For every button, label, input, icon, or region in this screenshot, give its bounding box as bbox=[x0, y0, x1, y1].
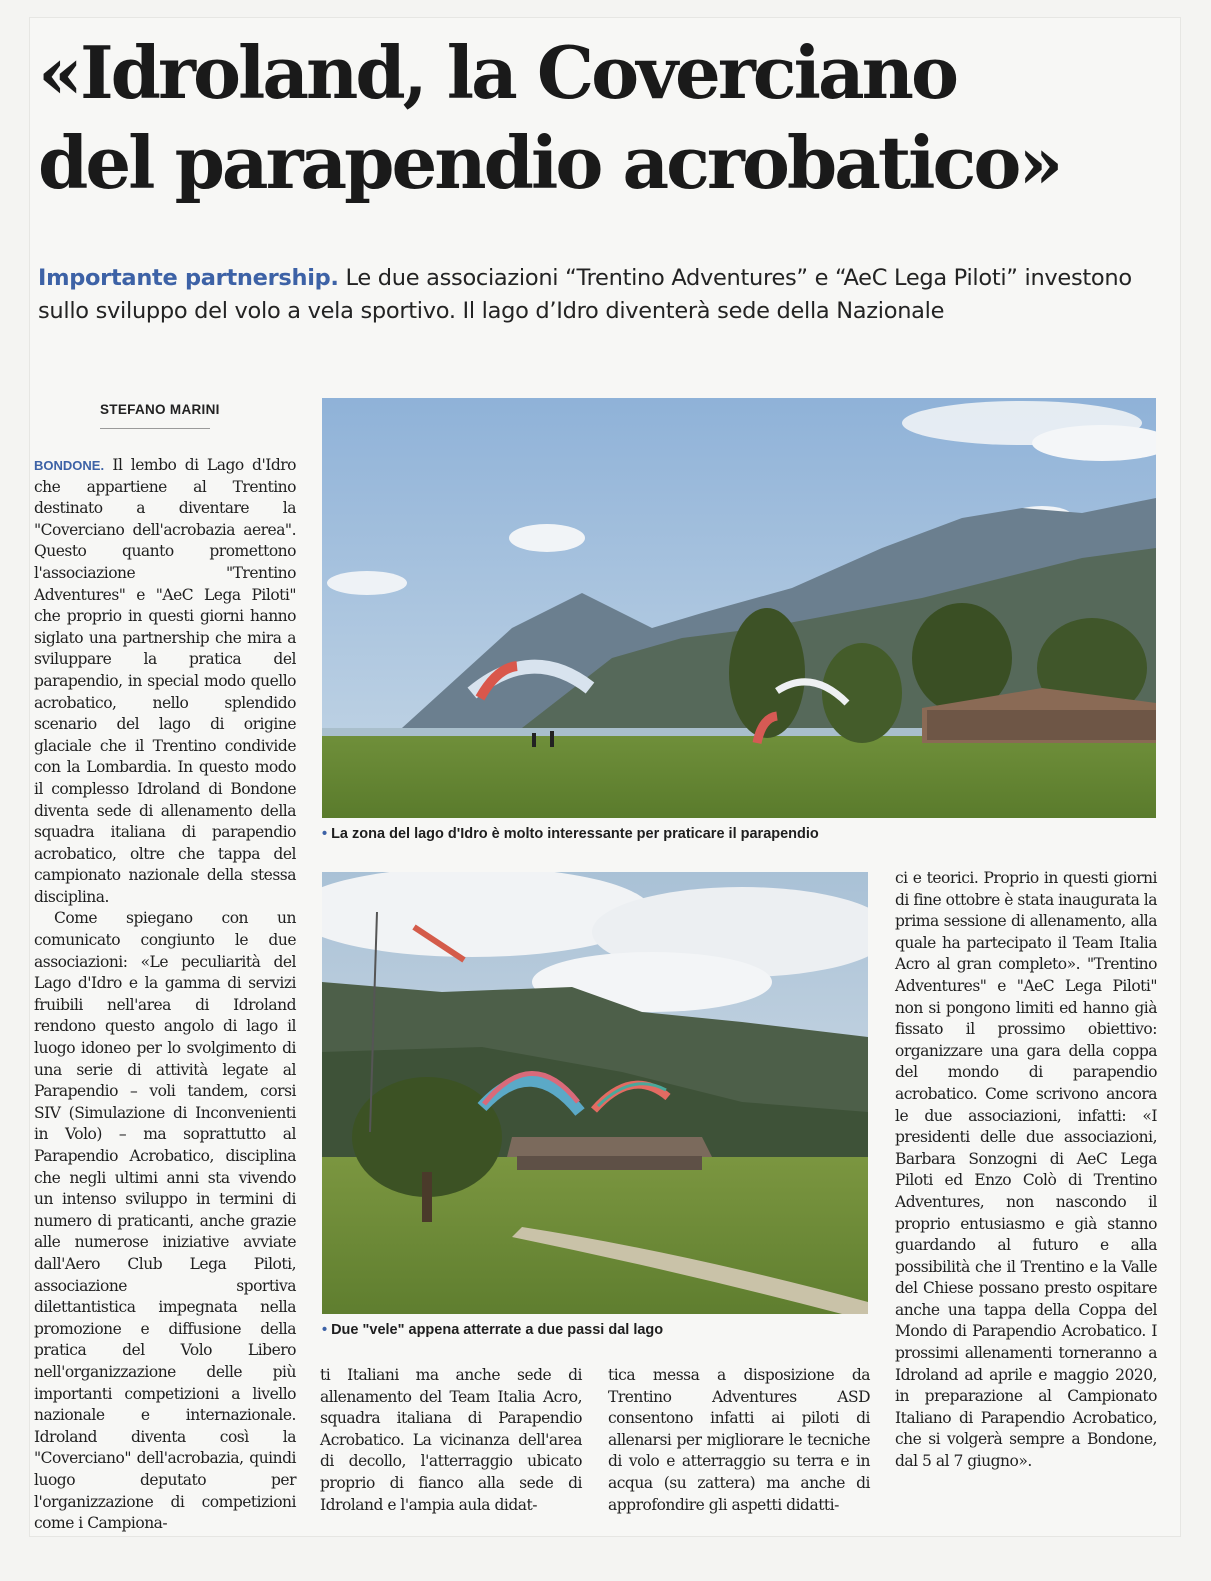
headline-line-2: del parapendio acrobatico» bbox=[38, 120, 1061, 205]
photo-landed-gliders bbox=[322, 872, 868, 1314]
headline-line-1: «Idroland, la Coverciano bbox=[38, 30, 956, 115]
paragraph-3: ti Italiani ma anche sede di allenamento del Team Italia Acro, squadra italiana di Parapendio Acrobatico. La vicinanza dell'area di decollo, l'atterraggio ubicato proprio di fianco alla sede di Idroland e l'ampia aula didat- bbox=[320, 1366, 582, 1514]
photo-lake-paragliders bbox=[322, 398, 1156, 818]
caption-bullet-icon: • bbox=[322, 826, 328, 842]
article-column-1 bbox=[34, 455, 296, 1535]
subhead-text: Le due associazioni “Trentino Adventures” e “AeC Lega Piloti” investono sullo sviluppo del volo a vela sportivo. Il lago d’Idro diventerà sede della Nazionale bbox=[38, 265, 1132, 324]
subhead-kicker: Importante partnership. bbox=[38, 265, 339, 291]
paragraph-1: Il lembo di Lago d'Idro che appartiene al Trentino destinato a diventare la "Coverciano dell'acrobazia aerea". Questo quanto promettono l'associazione "Trentino Adventures" e "AeC Lega Piloti" che proprio in questi giorni hanno siglato una partnership che mira a sviluppare la pratica del parapendio, in special modo quello acrobatico, nello splendido scenario del lago di origine glaciale che il Trentino condivide con la Lombardia. In questo modo il complesso Idroland di Bondone diventa sede di allenamento della squadra italiana di parapendio acrobatico, oltre che tappa del campionato nazionale della stessa disciplina. bbox=[34, 456, 296, 906]
lake-landscape-image bbox=[322, 398, 1156, 818]
caption-bullet-icon: • bbox=[322, 1322, 328, 1338]
subheadline bbox=[38, 262, 1168, 328]
landing-field-image bbox=[322, 872, 868, 1314]
paragraph-4: tica messa a disposizione da Trentino Adventures ASD consentono infatti ai piloti di allenarsi per migliorare le tecniche di volo e atterraggio su terra e in acqua (su zattera) ma anche di approfondire gli aspetti didatti- bbox=[608, 1366, 870, 1514]
byline: STEFANO MARINI bbox=[100, 402, 220, 417]
article-column-3 bbox=[608, 1365, 870, 1516]
caption-2-text: Due "vele" appena atterrate a due passi dal lago bbox=[331, 1322, 664, 1338]
paragraph-2: Come spiegano con un comunicato congiunto le due associazioni: «Le peculiarità del Lago d'Idro e la gamma di servizi fruibili nell'area di Idroland rendono questo angolo di lago il luogo idoneo per lo svolgimento di una serie di attività legate al Parapendio – voli tandem, corsi SIV (Simulazione di Inconvenienti in Volo) – ma soprattutto al Parapendio Acrobatico, disciplina che negli ultimi anni sta vivendo un intenso sviluppo in termini di numero di praticanti, anche grazie alle numerose iniziative avviate dall'Aero Club Lega Piloti, associazione sportiva dilettantistica impegnata nella promozione e diffusione della pratica del Volo Libero nell'organizzazione delle più importanti competizioni a livello nazionale e internazionale. Idroland diventa così la "Coverciano" dell'acrobazia, quindi luogo deputato per l'organizzazione di competizioni come i Campiona- bbox=[34, 909, 296, 1533]
paragraph-5: ci e teorici. Proprio in questi giorni di fine ottobre è stata inaugurata la prima sessione di allenamento, alla quale ha partecipato il Team Italia Acro al gran completo». "Trentino Adventures" e "AeC Lega Piloti" non si pongono limiti ed hanno già fissato il prossimo obiettivo: organizzare una gara della coppa del mondo di parapendio acrobatico. Come scrivono ancora le due associazioni, infatti: «I presidenti delle due associazioni, Barbara Sonzogni di AeC Lega Piloti ed Enzo Colò di Trentino Adventures, non nascondo il proprio entusiasmo e già stanno guardando al futuro e alla possibilità che il Trentino e la Valle del Chiese possano presto ospitare anche una tappa della Coppa del Mondo di Parapendio Acrobatico. I prossimi allenamenti torneranno a Idroland ad aprile e maggio 2020, in preparazione al Campionato Italiano di Parapendio Acrobatico, che si volgerà sempre a Bondone, dal 5 al 7 giugno». bbox=[895, 869, 1157, 1471]
dateline: BONDONE. bbox=[34, 458, 105, 473]
caption-1-text: La zona del lago d'Idro è molto interessante per praticare il parapendio bbox=[331, 826, 819, 842]
headline bbox=[38, 28, 1178, 208]
photo-caption-2 bbox=[322, 1322, 663, 1338]
byline-rule bbox=[100, 428, 210, 429]
photo-caption-1 bbox=[322, 826, 819, 842]
article-column-2 bbox=[320, 1365, 582, 1516]
article-column-4 bbox=[895, 868, 1157, 1473]
